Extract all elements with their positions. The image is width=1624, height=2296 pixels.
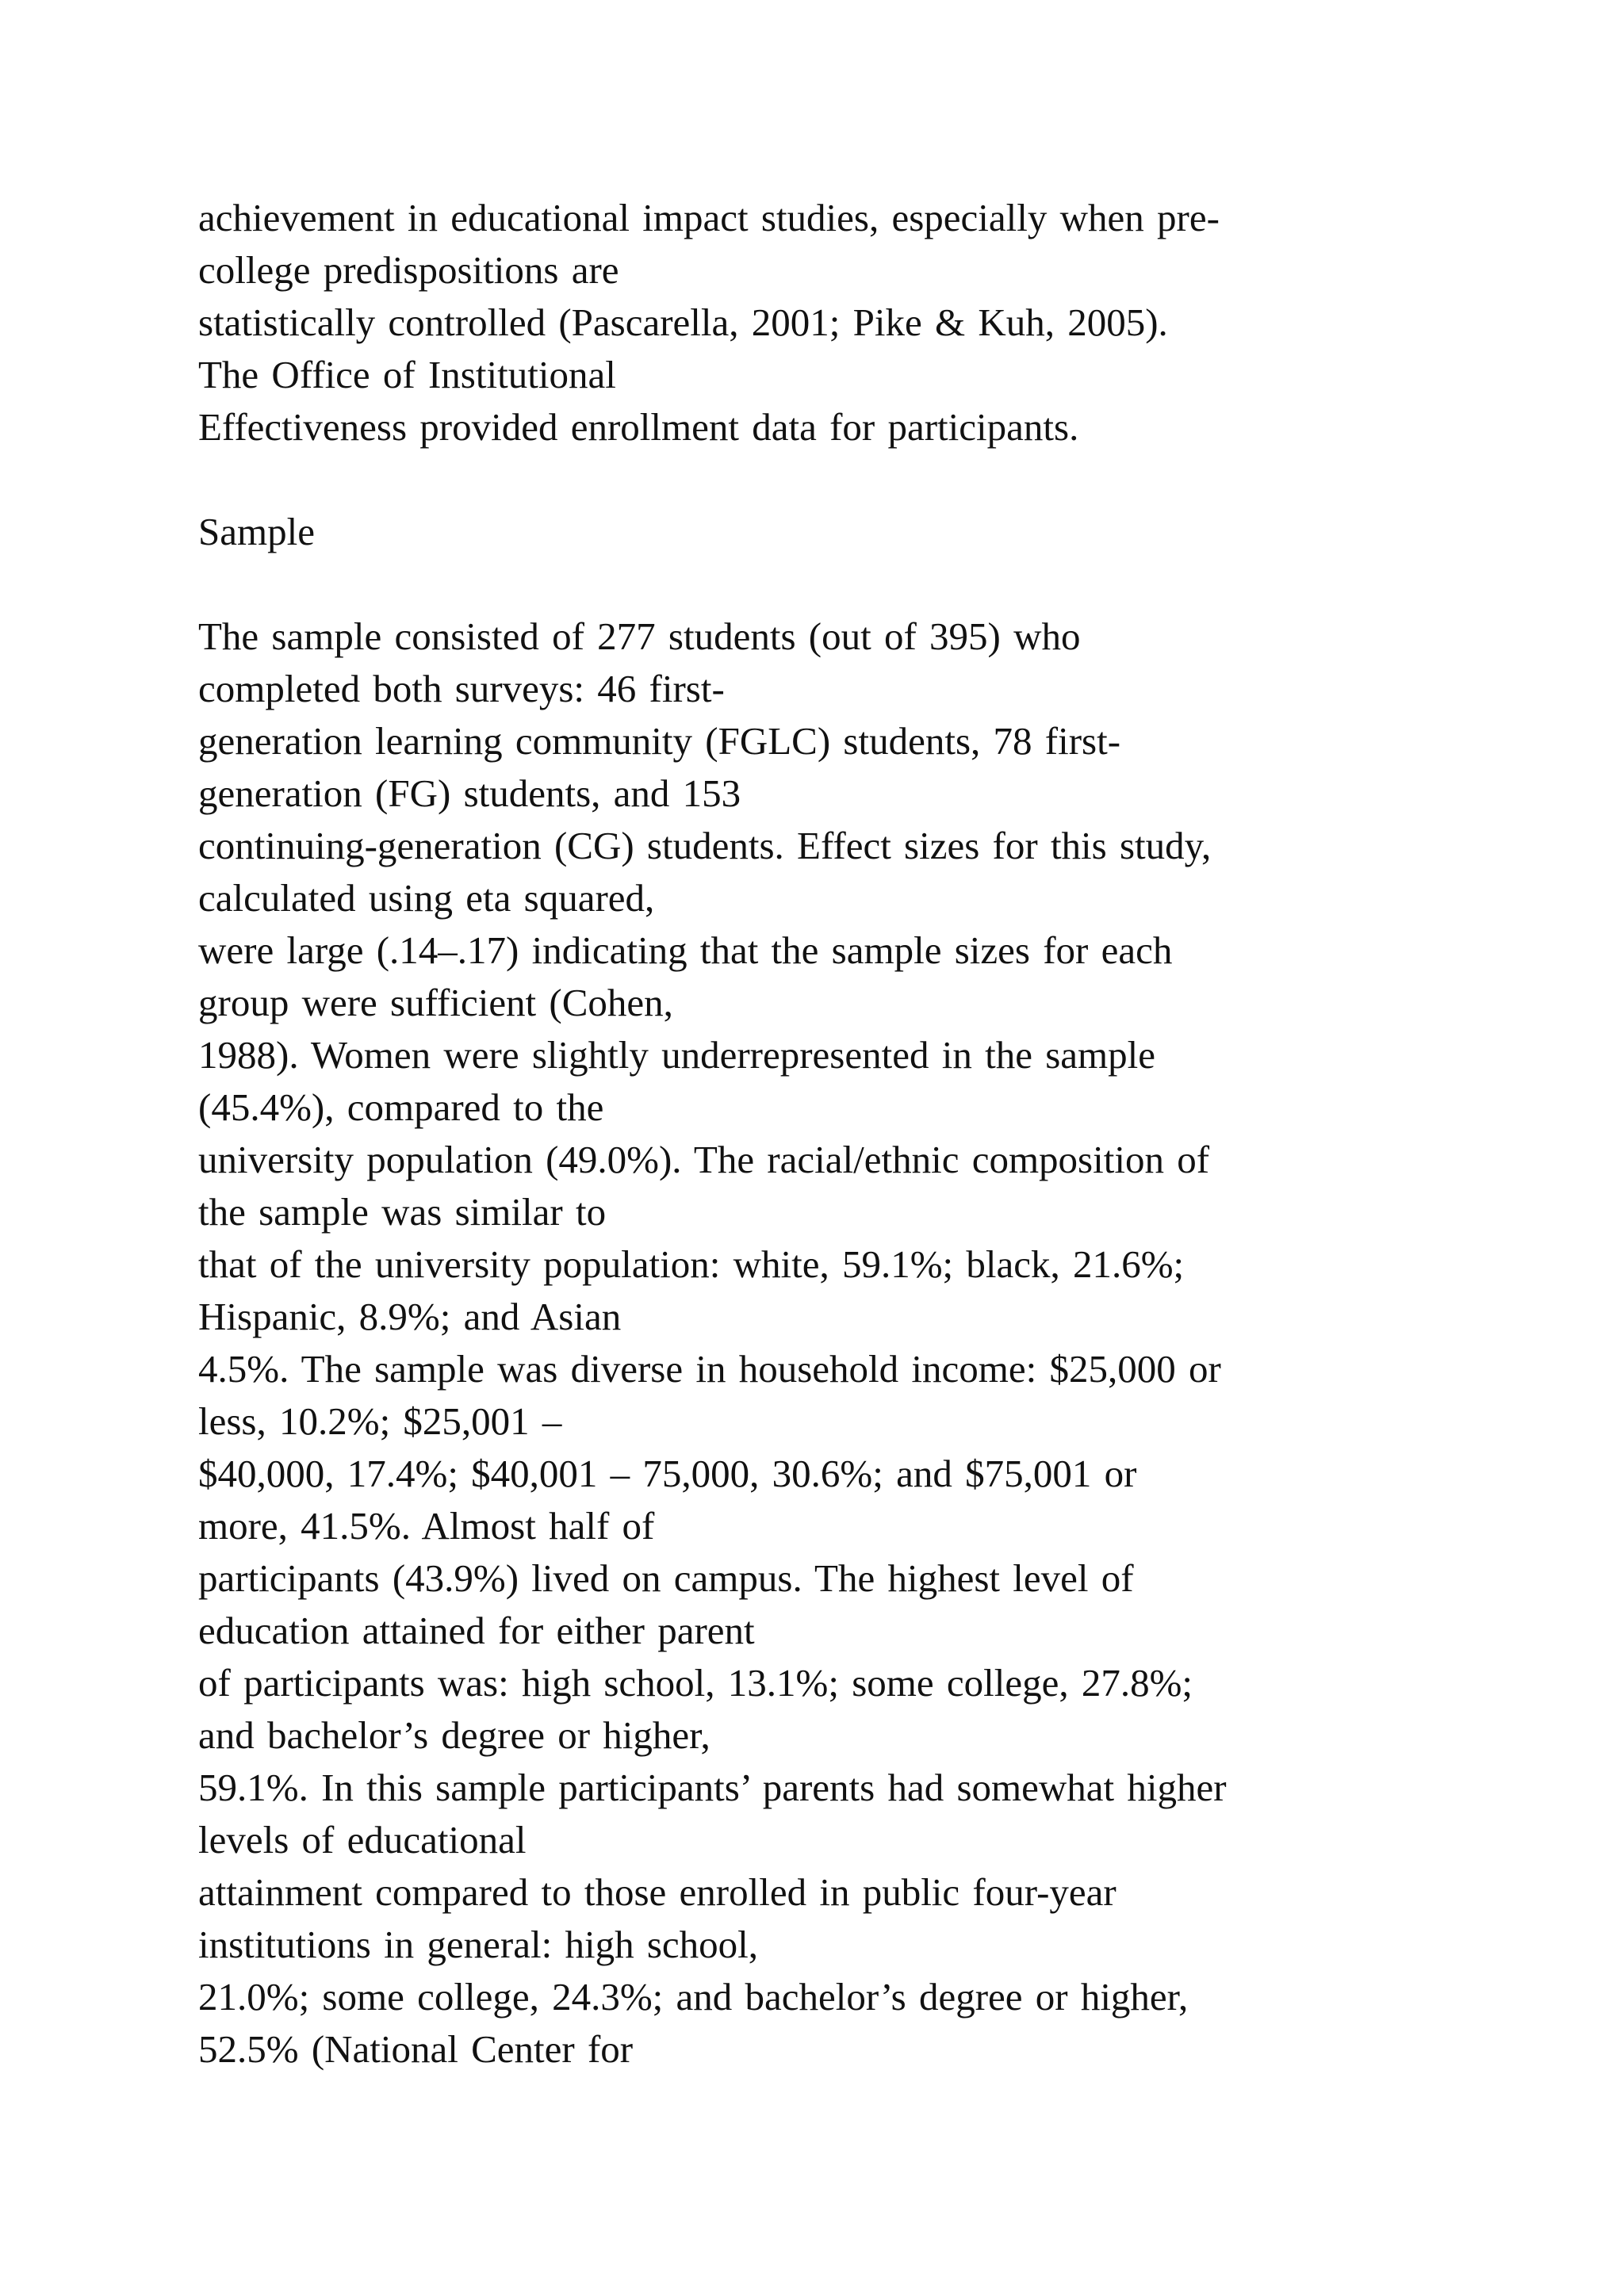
text-line: continuing-generation (CG) students. Effect sizes for this study, (198, 824, 1212, 867)
text-line: The Office of Institutional (198, 353, 616, 396)
text-line: 21.0%; some college, 24.3%; and bachelor’s degree or higher, (198, 1975, 1189, 2019)
text-line: Effectiveness provided enrollment data for participants. (198, 405, 1079, 449)
text-line: achievement in educational impact studies, especially when pre- (198, 196, 1220, 239)
text-line: attainment compared to those enrolled in public four-year (198, 1870, 1116, 1914)
text-line: more, 41.5%. Almost half of (198, 1504, 655, 1548)
text-line: university population (49.0%). The racial/ethnic composition of (198, 1138, 1210, 1181)
text-line: completed both surveys: 46 first- (198, 667, 725, 710)
text-line: participants (43.9%) lived on campus. The highest level of (198, 1556, 1134, 1600)
text-line: 52.5% (National Center for (198, 2027, 634, 2071)
text-line: generation (FG) students, and 153 (198, 771, 741, 815)
text-line: less, 10.2%; $25,001 – (198, 1399, 562, 1443)
text-line: 1988). Women were slightly underrepresented in the sample (198, 1033, 1155, 1077)
text-line: were large (.14–.17) indicating that the sample sizes for each (198, 928, 1173, 972)
text-line: education attained for either parent (198, 1609, 755, 1652)
text-line: 59.1%. In this sample participants’ parents had somewhat higher (198, 1766, 1227, 1809)
text-line: 4.5%. The sample was diverse in household income: $25,000 or (198, 1347, 1221, 1391)
document-body (198, 192, 1530, 2076)
text-line: generation learning community (FGLC) students, 78 first- (198, 719, 1121, 763)
paragraph-gap (198, 453, 1530, 506)
text-line: college predispositions are (198, 248, 619, 292)
text-line: calculated using eta squared, (198, 876, 655, 920)
text-line: institutions in general: high school, (198, 1923, 759, 1966)
text-line: Hispanic, 8.9%; and Asian (198, 1295, 622, 1338)
text-line: the sample was similar to (198, 1190, 607, 1234)
section-heading: Sample (198, 510, 315, 553)
text-line: that of the university population: white, 59.1%; black, 21.6%; (198, 1242, 1185, 1286)
text-line: levels of educational (198, 1818, 527, 1862)
text-line: $40,000, 17.4%; $40,001 – 75,000, 30.6%; and $75,001 or (198, 1452, 1137, 1495)
text-line: of participants was: high school, 13.1%; some college, 27.8%; (198, 1661, 1193, 1705)
paragraph-gap (198, 558, 1530, 610)
text-line: (45.4%), compared to the (198, 1085, 604, 1129)
sample-paragraph (198, 610, 1530, 2076)
text-line: The sample consisted of 277 students (out of 395) who (198, 614, 1081, 658)
text-line: group were sufficient (Cohen, (198, 981, 673, 1024)
text-line: statistically controlled (Pascarella, 2001; Pike & Kuh, 2005). (198, 300, 1168, 344)
intro-paragraph (198, 192, 1530, 453)
text-line: and bachelor’s degree or higher, (198, 1713, 710, 1757)
